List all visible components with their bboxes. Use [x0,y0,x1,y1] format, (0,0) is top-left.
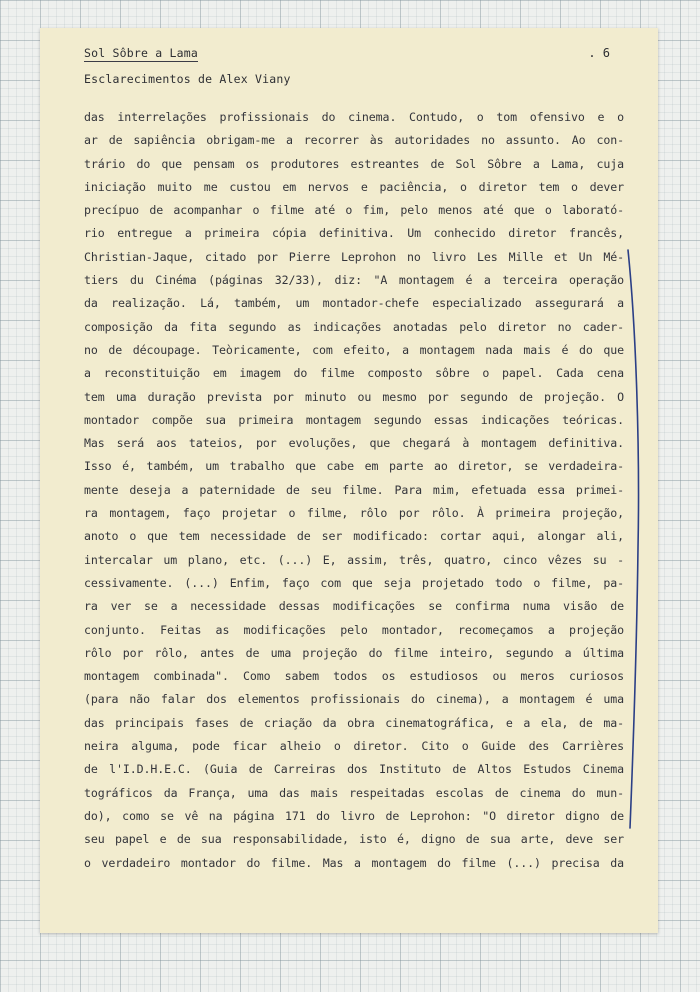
text-line: da realização. Lá, também, um montador-chefe especializado assegurará a [84,296,624,311]
document-subtitle: Esclarecimentos de Alex Viany [84,72,291,86]
text-line: rio entregue a primeira cópia definitiva. Um conhecido diretor francês, [84,226,624,241]
text-line: do), como se vê na página 171 do livro de Leprohon: "O diretor digno de [84,808,624,823]
text-line: montador compõe sua primeira montagem segundo essas indicações teóricas. [84,412,624,427]
text-line: tiers du Cinéma (páginas 32/33), diz: "A montagem é a terceira operação [84,273,624,288]
text-line: Christian-Jaque, citado por Pierre Leprohon no livro Les Mille et Un Mé- [84,249,624,264]
text-line: no de découpage. Teòricamente, com efeito, a montagem nada mais é do que [84,342,624,357]
typewritten-page [40,28,658,933]
text-line: intercalar um plano, etc. (...) E, assim, três, quatro, cinco vêzes su - [84,552,624,567]
text-line: de l'I.D.H.E.C. (Guia de Carreiras dos Instituto de Altos Estudos Cinema [84,762,624,777]
text-line: Isso é, também, um trabalho que cabe em parte ao diretor, se verdadeira- [84,459,624,474]
text-line: Mas será aos tateios, por evoluções, que chegará à montagem definitiva. [84,436,624,451]
text-line: seu papel e de sua responsabilidade, isto é, digno de sua arte, deve ser [84,832,624,847]
text-line: rôlo por rôlo, antes de uma projeção do filme inteiro, segundo a última [84,645,624,660]
text-line: das interrelações profissionais do cinema. Contudo, o tom ofensivo e o [84,110,624,124]
text-line: a reconstituição em imagem do filme composto sôbre o papel. Cada cena [84,366,624,381]
document-title: Sol Sôbre a Lama [84,46,198,60]
page-number: . 6 [588,46,610,60]
text-line: cessivamente. (...) Enfim, faço com que seja projetado todo o filme, pa- [84,575,624,590]
page-header [84,46,291,86]
text-line: mente deseja a paternidade de seu filme. Para mim, efetuada essa primei- [84,482,624,497]
text-line: ra montagem, faço projetar o filme, rôlo por rôlo. À primeira projeção, [84,506,624,521]
text-line: (para não falar dos elementos profissionais do cinema), a montagem é uma [84,692,624,707]
text-line: das principais fases de criação da obra cinematográfica, e a ela, de ma- [84,715,624,730]
body-text [84,106,624,875]
text-line: neira alguma, pode ficar alheio o diretor. Cito o Guide des Carrières [84,739,624,754]
text-line: composição da fita segundo as indicações anotadas pelo diretor no cader- [84,319,624,334]
text-line: anoto o que tem necessidade de ser modificado: cortar aqui, alongar ali, [84,529,624,544]
text-line: ar de sapiência obrigam-me a recorrer às autoridades no assunto. Ao con- [84,133,624,148]
text-line: tográficos da França, uma das mais respeitadas escolas de cinema do mun- [84,785,624,800]
text-line: trário do que pensam os produtores estreantes de Sol Sôbre a Lama, cuja [84,156,624,171]
text-line: o verdadeiro montador do filme. Mas a montagem do filme (...) precisa da [84,855,624,870]
text-line: precípuo de acompanhar o filme até o fim, pelo menos até que o laborató- [84,203,624,218]
text-line: ra ver se a necessidade dessas modificações se confirma numa visão de [84,599,624,614]
text-line: tem uma duração prevista por minuto ou mesmo por segundo de projeção. O [84,389,624,404]
text-line: iniciação muito me custou em nervos e paciência, o diretor tem o dever [84,179,624,194]
text-line: conjunto. Feitas as modificações pelo montador, recomeçamos a projeção [84,622,624,637]
text-line: montagem combinada". Como sabem todos os estudiosos ou meros curiosos [84,669,624,684]
